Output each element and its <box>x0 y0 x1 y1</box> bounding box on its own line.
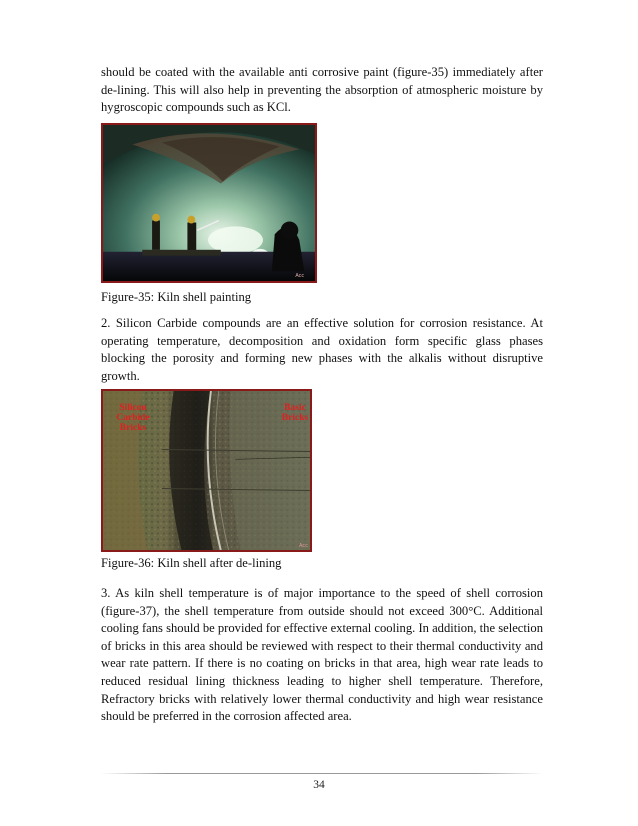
figure-36-watermark: Acc <box>299 543 308 549</box>
page-number: 34 <box>313 779 325 791</box>
kiln-painting-photo <box>103 125 315 281</box>
paragraph-intro: should be coated with the available anti corrosive paint (figure-35) immediately after de-lining. This will also help in preventing the absorption of atmospheric moisture by hygroscopic compounds such as KCl. <box>101 65 543 115</box>
label-silicon-carbide-bricks: Silicon Carbide Bricks <box>116 403 150 433</box>
figure-35-caption: Figure-35: Kiln shell painting <box>101 290 252 304</box>
label-basic-bricks: Basic Bricks <box>281 403 309 423</box>
figure-35-image <box>101 123 317 283</box>
paragraph-silicon-carbide: 2. Silicon Carbide compounds are an effective solution for corrosion resistance. At operating temperature, decomposition and oxidation form specific glass phases blocking the porosity and forming new phases with the alkalis without disruptive growth. <box>101 316 543 383</box>
figure-35-watermark: Acc <box>295 273 305 280</box>
figure-36-caption: Figure-36: Kiln shell after de-lining <box>101 556 282 570</box>
footer-divider <box>101 773 543 774</box>
paragraph-shell-temperature: 3. As kiln shell temperature is of major importance to the speed of shell corrosion (figure-37), the shell temperature from outside should not exceed 300°C. Additional cooling fans should be provided for effective external cooling. In addition, the selection of bricks in this area should be reviewed with respect to their thermal conductivity and wear rate pattern. If there is no coating on bricks in that area, high wear rate leads to reduced residual lining thickness leading to higher shell temperature. Therefore, Refractory bricks with relatively lower thermal conductivity and high wear resistance should be preferred in the corrosion affected area. <box>101 586 543 724</box>
figure-36-image <box>101 389 312 552</box>
